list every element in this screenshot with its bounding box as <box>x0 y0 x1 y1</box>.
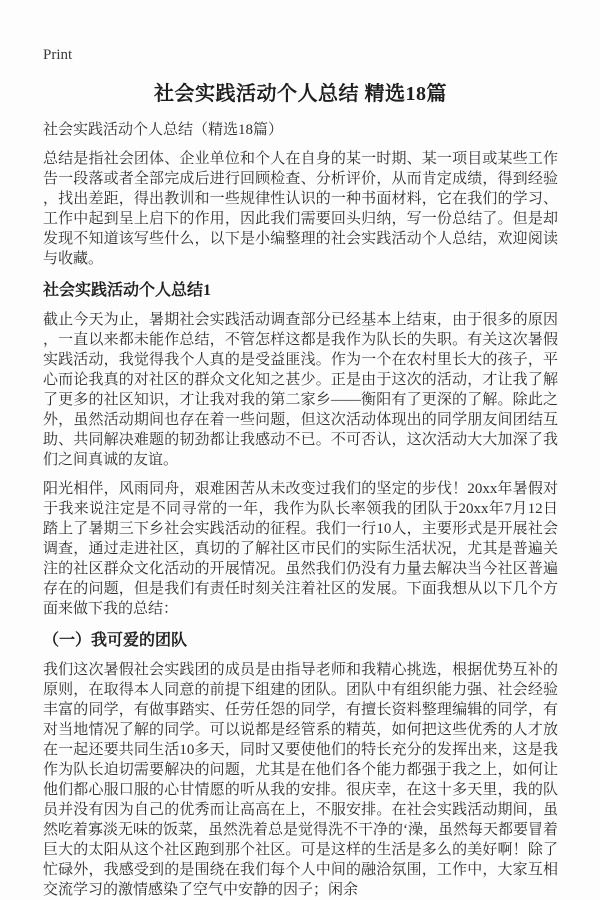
section-1-paragraph-1: 截止今天为止，暑期社会实践活动调查部分已经基本上结束，由于很多的原因，一直以来都未能作总结，不管怎样这都是我作为队长的失职。有关这次暑假实践活动，我觉得我个人真的是受益匪浅。作为一个在农村里长大的孩子，平心而论我真的对社区的群众文化知之甚少。正是由于这次的活动，才让我了解了更多的社区知识，才让我对我的第二家乡——衡阳有了更深的了解。除此之外，虽然活动期间也存在着一些问题，但这次活动体现出的同学朋友间团结互助、共同解决难题的韧劲都让我感动不已。不可否认，这次活动大大加深了我们之间真诚的友谊。 <box>43 312 558 468</box>
section-1-heading: 社会实践活动个人总结1 <box>43 282 212 299</box>
section-2-paragraph-1: 我们这次暑假社会实践团的成员是由指导老师和我精心挑选，根据优势互补的原则，在取得本人同意的前提下组建的团队。团队中有组织能力强、社会经验丰富的同学，有做事踏实、任劳任怨的同学，有擅长资料整理编辑的同学，有对当地情况了解的同学。可以说都是经管系的精英，如何把这些优秀的人才放在一起还要共同生活10多天，同时又要使他们的特长充分的发挥出来，这是我作为队长迫切需要解决的问题，尤其是在他们各个能力都强于我之上，如何让他们都心服口服的心甘情愿的听从我的安排。很庆幸，在这十多天里，我的队员并没有因为自己的优秀而让高高在上，不服安排。在社会实践活动期间，虽然吃着寡淡无味的饭菜，虽然洗着总是觉得洗不干净的‘澡，虽然每天都要冒着巨大的太阳从这个社区跑到那个社区。可是这样的生活是多么的美好啊！除了忙碌外，我感受到的是围绕在我们每个人中间的融洽氛围，工作中，大家互相交流学习的激情感染了空气中安静的因子；闲余 <box>43 662 558 898</box>
document-subtitle: 社会实践活动个人总结（精选18篇） <box>43 122 284 138</box>
section-1-paragraph-2: 阳光相伴，风雨同舟，艰难困苦从未改变过我们的坚定的步伐！20xx年暑假对于我来说注定是不同寻常的一年，我作为队长率领我的团队于20xx年7月12日踏上了暑期三下乡社会实践活动的征程。我们一行10人，主要形式是开展社会调查，通过走进社区，真切的了解社区市民们的实际生活状况，尤其是普遍关注的社区群众文化活动的开展情况。虽然我们仍没有力量去解决当今社区普遍存在的问题，但是我们有责任时刻关注着社区的发展。下面我想从以下几个方面来做下我的总结： <box>43 481 558 617</box>
section-2-heading: （一）我可爱的团队 <box>43 632 188 649</box>
intro-paragraph: 总结是指社会团体、企业单位和个人在自身的某一时期、某一项目或某些工作告一段落或者全部完成后进行回顾检查、分析评价，从而肯定成绩，得到经验，找出差距，得出教训和一些规律性认识的一种书面材料，它在我们的学习、工作中起到呈上启下的作用，因此我们需要回头归纳，写一份总结了。但是却发现不知道该写些什么，以下是小编整理的社会实践活动个人总结，欢迎阅读与收藏。 <box>43 151 558 267</box>
page-title: 社会实践活动个人总结 精选18篇 <box>154 83 447 105</box>
print-button[interactable]: Print <box>43 47 73 63</box>
